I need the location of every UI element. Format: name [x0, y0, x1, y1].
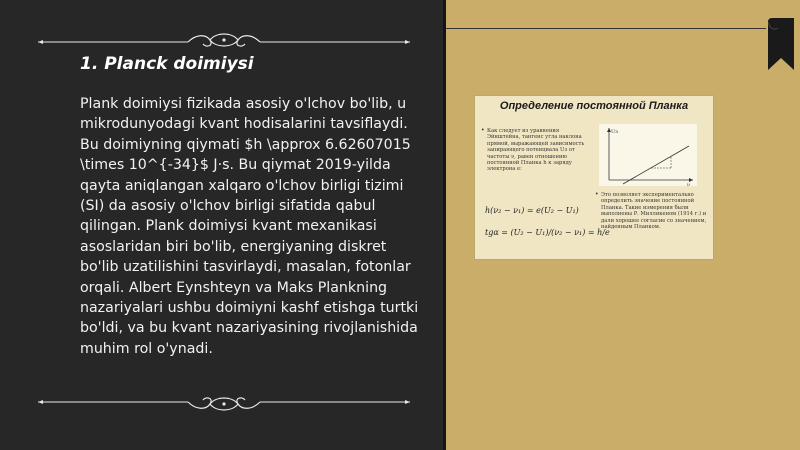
embedded-slide-image [474, 95, 714, 260]
image-equation-1: h(ν₂ − ν₁) = e(U₂ − U₁) [485, 206, 579, 215]
bullet-icon: • [481, 127, 485, 134]
graph-ylabel: Uз [611, 129, 618, 135]
corner-line [446, 28, 766, 29]
slide-body-text: Plank doimiysi fizikada asosiy o'lchov bo'lib, u mikrodunyodagi kvant hodisalarini tavsiflaydi. Bu doimiyning qiymati $h \approx 6.62607015 \times 10^{-34}$ J·s. Bu qiymat 2019-yilda qayta aniqlangan xalqaro o'lchov birligi tizimi (SI) da asosiy o'lchov birligi sifatida qabul qilingan. Plank doimiysi kvant mexanikasi asoslaridan biri bo'lib, energiyaning diskret bo'lib uzatilishini tasvirlaydi, masalan, fotonlar orqali. Albert Eynshteyn va Maks Plankning nazariyalari ushbu doimiyni kashf etishga turtki bo'ldi, va bu kvant nazariyasining rivojlanishida muhim rol o'ynadi. [80, 96, 419, 357]
image-equation-2: tgα = (U₂ − U₁)/(ν₂ − ν₁) = h/e [485, 228, 610, 237]
bookmark-icon [768, 18, 794, 70]
graph-xlabel: ν [687, 182, 691, 186]
image-graph [599, 124, 697, 186]
bottom-ornament [38, 392, 410, 412]
image-title: Определение постоянной Планка [499, 100, 689, 112]
top-ornament [38, 32, 410, 52]
image-text-left: Как следует из уравнения Эйнштейна, тангенс угла наклона прямой, выражающей зависимость запирающего потенциала Uз от частоты ν, равен отношению постоянной Планка h к заряду электрона e: [487, 128, 585, 173]
slide-title: 1. Planck doimiysi [80, 54, 254, 74]
image-text-right: Это позволяет экспериментально определить значение постоянной Планка. Такие измерения были выполнены Р. Милликеном (1914 г.) и дали хорошее согласие со значением, найденным Планком. [601, 192, 707, 231]
bullet-icon: • [595, 191, 599, 198]
